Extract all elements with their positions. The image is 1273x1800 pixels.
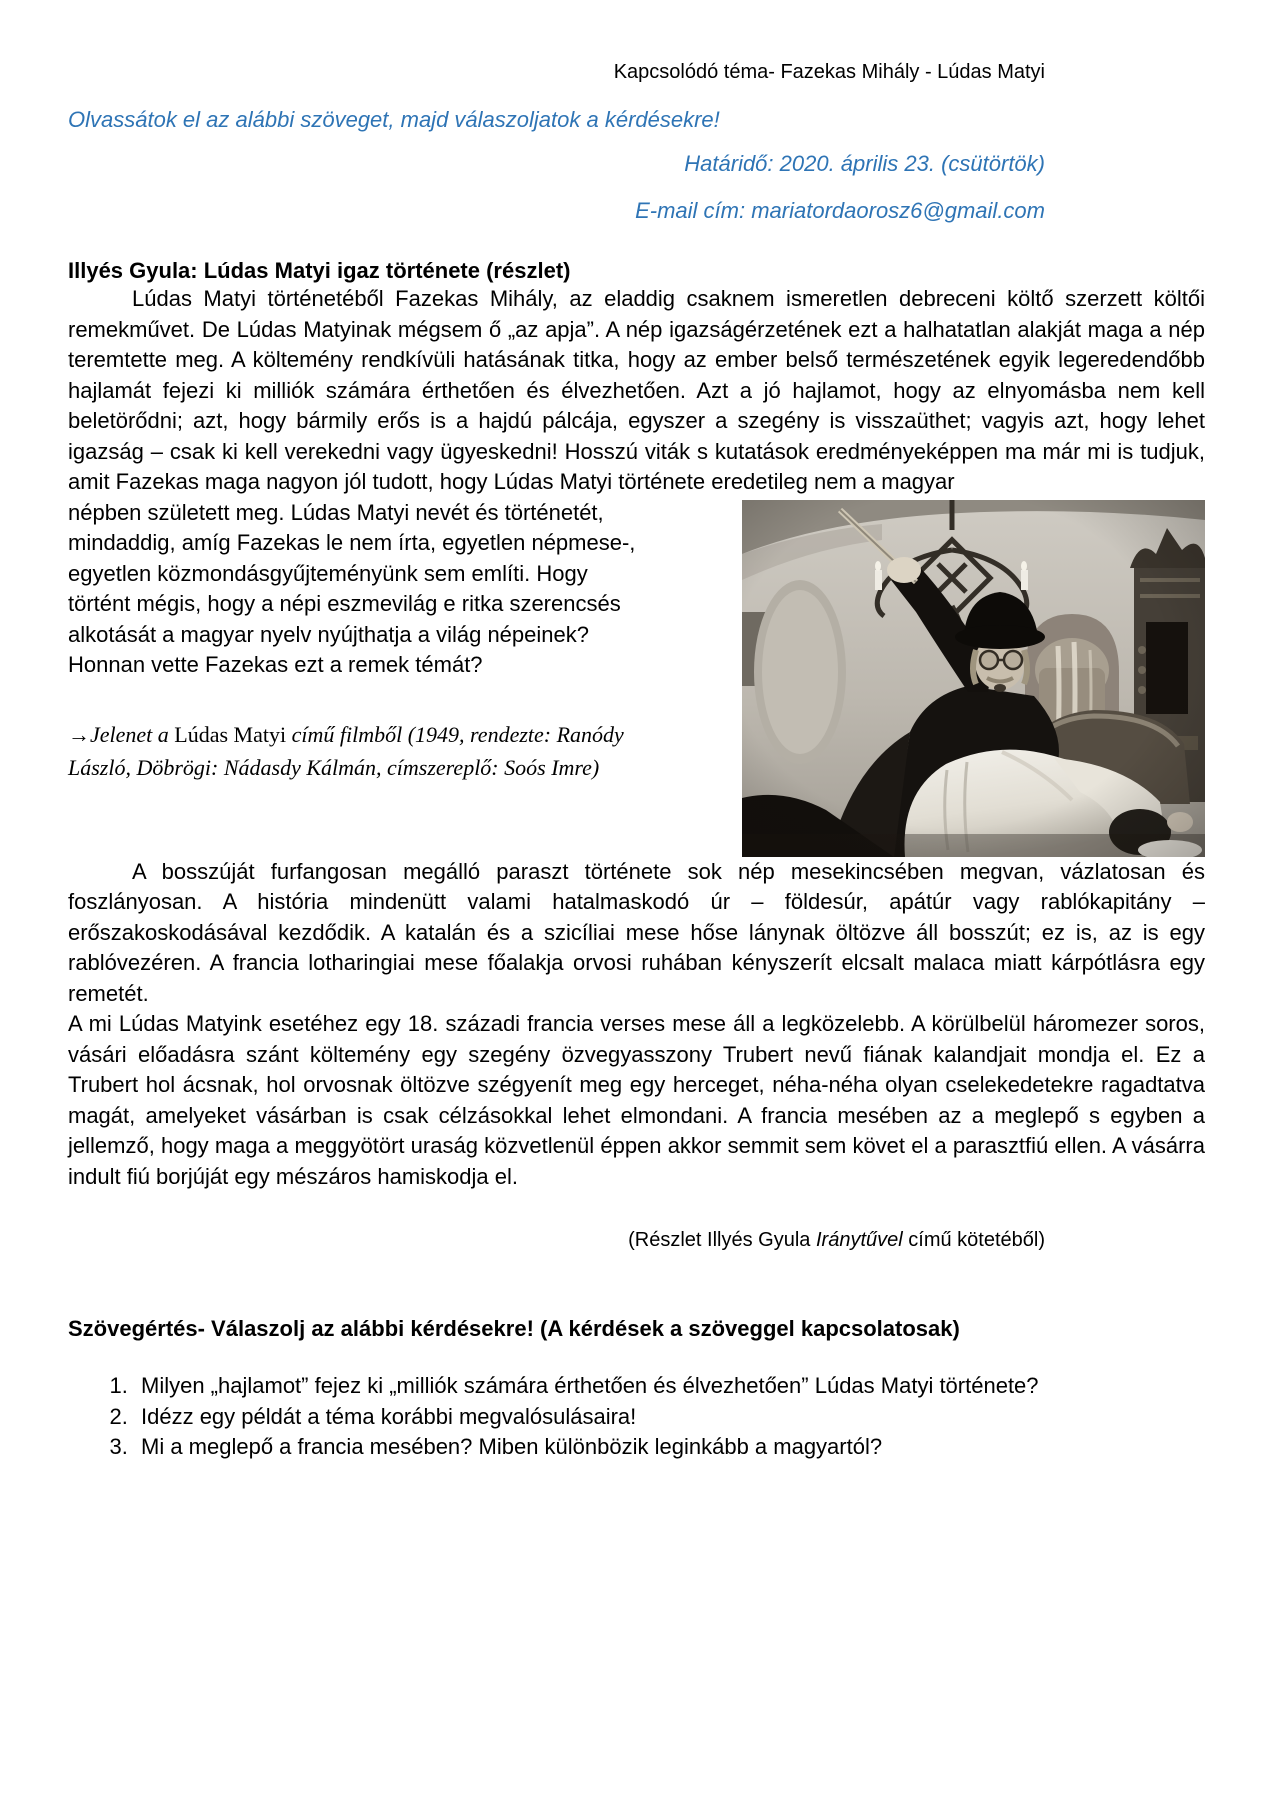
questions-heading: Szövegértés- Válaszolj az alábbi kérdésekre! (A kérdések a szöveggel kapcsolatosak) (68, 1316, 960, 1341)
article-paragraph-1a: Lúdas Matyi történetéből Fazekas Mihály, az eladdig csaknem ismeretlen debreceni költő szerzett költői remekművet. De Lúdas Matyinak mégsem ő „az apja”. A nép igazságérzetének ezt a halhatatlan alakját maga a nép teremtette meg. A költemény rendkívüli hatásának titka, hogy az ember belső természetének egyik legeredendőbb hajlamát fejezi ki milliók számára érthetően és élvezhetően. Azt a jó hajlamot, hogy az elnyomásba nem kell beletörődni; azt, hogy bármily erős is a hajdú pálcája, egyszer a szegény is visszaüthet; vagyis azt, hogy lehet igazság – csak ki kell verekedni vagy ügyeskedni! Hosszú viták s kutatások eredményeképpen ma már mi is tudjuk, amit Fazekas maga nagyon jól tudott, hogy Lúdas Matyi története eredetileg nem a magyar (68, 286, 1205, 494)
article-paragraph-3: A mi Lúdas Matyink esetéhez egy 18. századi francia verses mese áll a legközelebb. A körülbelül háromezer soros, vásári előadásra szánt költemény egy szegény özvegyasszony Trubert nevű fiának kalandjait mondja el. Ez a Trubert hol ácsnak, hol orvosnak öltözve szégyenít meg egy herceget, néha-néha olyan cselekedetekre ragadtatva magát, amelyeket vásárban is csak célzásokkal lehet elmondani. A francia mesében az a meglepő s egyben a jellemző, hogy maga a meggyötört uraság közvetlenül éppen akkor semmit sem követ el a parasztfiú ellen. A vásárra indult fiú borjúját egy mészáros hamiskodja el. (68, 1011, 1205, 1189)
image-text-wrap-zone (68, 498, 1205, 857)
film-still-image (742, 500, 1205, 857)
instruction-line: Olvassátok el az alábbi szöveget, majd válaszoljatok a kérdésekre! (68, 107, 720, 132)
deadline-line: Határidő: 2020. április 23. (csütörtök) (684, 151, 1045, 176)
question-item-1: 1. Milyen „hajlamot” fejez ki „milliók számára érthetően és élvezhetően” Lúdas Matyi története? (134, 1371, 1205, 1402)
header-topic-note: Kapcsolódó téma- Fazekas Mihály - Lúdas Matyi (613, 61, 1045, 83)
source-suffix: című kötetéből) (902, 1229, 1045, 1251)
source-book-title: Iránytűvel (815, 1229, 903, 1251)
email-line: E-mail cím: mariatordaorosz6@gmail.com (635, 198, 1045, 223)
article-paragraph-2: A bosszúját furfangosan megálló paraszt története sok nép mesekincsében megvan, vázlatosan és foszlányosan. A história mindenütt valami hatalmaskodó úr – földesúr, apátúr vagy rablókapitány – erőszakoskodásával kezdődik. A katalán és a szicíliai mese hőse lánynak öltözve áll bosszút; ez is, az is egy rablóvezéren. A francia lotharingiai mese főalakja orvosi ruhában kényszerít elcsalt malaca miatt kárpótlásra egy remetét. (68, 858, 1205, 1006)
question-item-2: 2. Idézz egy példát a téma korábbi megvalósulásaira! (134, 1402, 1205, 1433)
film-still-graphic (742, 500, 1205, 857)
caption-film-title: Lúdas Matyi (174, 721, 292, 747)
article-paragraph-1b: népben született meg. Lúdas Matyi nevét és történetét, mindaddig, amíg Fazekas le nem írta, egyetlen népmese-, egyetlen közmondásgyűjteményünk sem említi. Hogy történt mégis, hogy a népi eszmevilág e ritka szerencsés alkotását a magyar nyelv nyújthatja a világ népeinek? Honnan vette Fazekas ezt a remek témát? (68, 499, 636, 677)
source-prefix: (Részlet Illyés Gyula (628, 1229, 816, 1251)
caption-lead: →Jelenet a (68, 721, 175, 747)
caption-rest: című filmből (1949, rendezte: Ranódy László, Döbrögi: Nádasdy Kálmán, címszereplő: Soós Imre) (68, 721, 624, 780)
question-item-3: 3. Mi a meglepő a francia mesében? Miben különbözik leginkább a magyartól? (134, 1432, 1205, 1463)
source-line (68, 1228, 1205, 1253)
article-title: Illyés Gyula: Lúdas Matyi igaz története (részlet) (68, 258, 571, 283)
questions-list (68, 1371, 1205, 1463)
